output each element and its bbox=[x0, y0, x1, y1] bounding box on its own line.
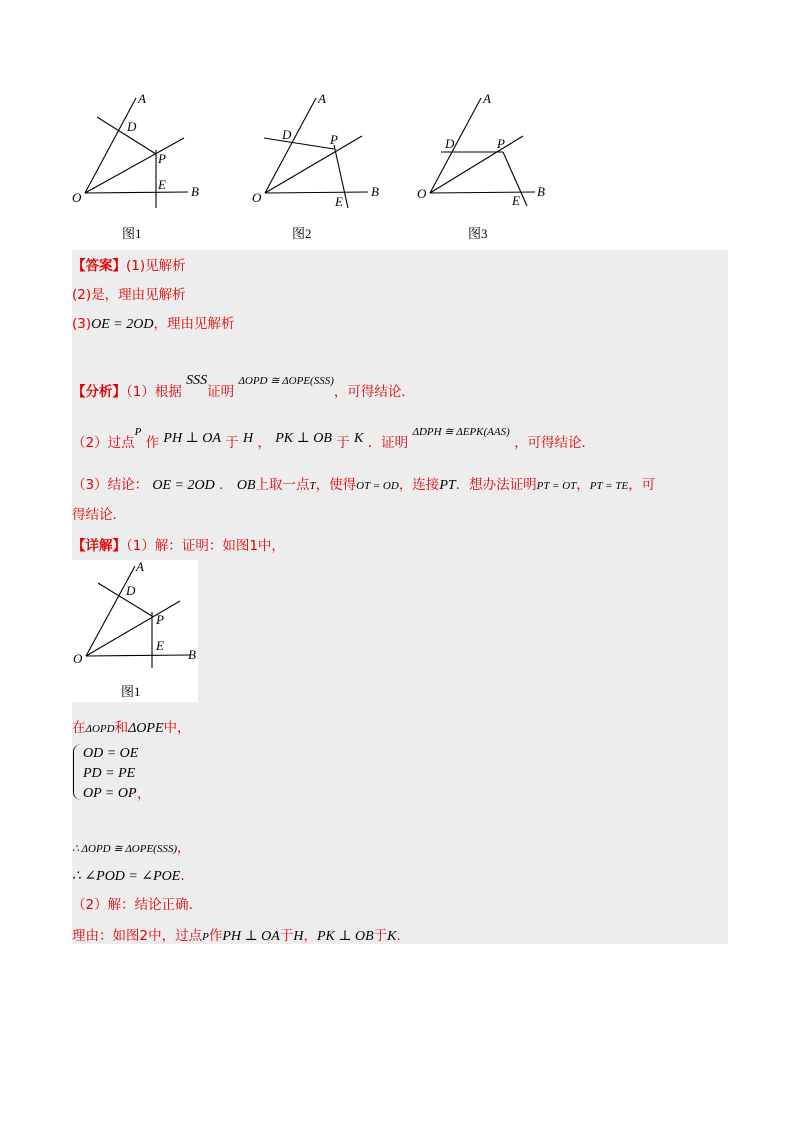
detail-math: P bbox=[202, 931, 209, 943]
detail-math: ΔOPE bbox=[128, 721, 164, 736]
label-d: D bbox=[282, 127, 292, 142]
ray-ob bbox=[85, 192, 188, 193]
detail-text: 中， bbox=[163, 720, 191, 736]
detail-figure-1 bbox=[72, 560, 198, 702]
detail-math: ∴ ∠POD = ∠POE bbox=[72, 869, 181, 884]
analysis-text: ．想办法证明 bbox=[455, 477, 537, 493]
figure-caption: 图1 bbox=[122, 226, 142, 241]
analysis-math: H bbox=[243, 431, 254, 446]
analysis-math: K bbox=[354, 431, 364, 446]
detail-text: （2）解：结论正确． bbox=[72, 897, 203, 913]
segment-dp bbox=[98, 583, 152, 616]
figure-1-diagram bbox=[70, 92, 210, 244]
analysis-text: ，可 bbox=[628, 477, 656, 493]
analysis-line-1 bbox=[72, 373, 415, 401]
analysis-text: ． bbox=[219, 477, 233, 493]
detail-line-6 bbox=[72, 924, 410, 945]
analysis-text: ，使得 bbox=[315, 477, 357, 493]
analysis-math: PT bbox=[439, 478, 456, 493]
detail-text: 和 bbox=[114, 720, 129, 736]
figure-3 bbox=[415, 92, 555, 244]
label-d: D bbox=[127, 119, 137, 134]
answer-part-2: (2)是，理由见解析 bbox=[72, 287, 186, 303]
left-brace bbox=[73, 744, 81, 800]
ray-oa bbox=[86, 566, 135, 656]
answer-part-3-suffix: ，理由见解析 bbox=[153, 316, 235, 332]
detail-tag: 【详解】 bbox=[72, 538, 126, 554]
analysis-tag: 【分析】 bbox=[72, 384, 126, 400]
label-b: B bbox=[537, 184, 545, 199]
detail-line-3 bbox=[72, 836, 191, 856]
detail-line-4 bbox=[72, 864, 194, 885]
figure-2 bbox=[250, 92, 390, 244]
detail-line-1 bbox=[72, 534, 285, 554]
equation-system-end: ， bbox=[137, 786, 151, 802]
detail-text: （1）解：证明：如图1中， bbox=[126, 538, 285, 554]
bisector-op bbox=[265, 136, 362, 193]
analysis-text: ．证明 bbox=[367, 435, 409, 451]
analysis-math: ΔOPD ≅ ΔOPE(SSS) bbox=[238, 375, 334, 387]
equation-row: OP = OP bbox=[83, 786, 137, 801]
answer-part-1: (1)见解析 bbox=[126, 258, 186, 274]
answer-tag: 【答案】 bbox=[72, 258, 126, 274]
detail-math: PH ⊥ OA bbox=[222, 929, 280, 944]
answer-part-3-prefix: (3) bbox=[72, 316, 92, 332]
detail-text: 理由：如图2中，过点 bbox=[72, 928, 203, 944]
figure-caption: 图1 bbox=[121, 684, 141, 699]
equation-system bbox=[73, 740, 163, 802]
figure-2-diagram bbox=[250, 92, 390, 244]
label-o: O bbox=[417, 186, 427, 201]
label-a: A bbox=[483, 91, 491, 106]
detail-text: 于 bbox=[373, 928, 388, 944]
label-p: P bbox=[158, 151, 166, 166]
answer-part-3-math: OE = 2OD bbox=[91, 317, 154, 332]
label-b: B bbox=[188, 647, 196, 662]
analysis-text: （1）根据 bbox=[126, 384, 182, 400]
figure-caption: 图2 bbox=[292, 226, 312, 241]
detail-line-2 bbox=[72, 716, 191, 737]
detail-math: PK ⊥ OB bbox=[316, 929, 374, 944]
label-o: O bbox=[72, 190, 82, 205]
analysis-line-3 bbox=[72, 473, 655, 494]
label-b: B bbox=[371, 184, 379, 199]
label-e: E bbox=[156, 638, 164, 653]
detail-math: H bbox=[293, 929, 304, 944]
analysis-text: （2）过点 bbox=[72, 435, 135, 451]
detail-math: ∴ ΔOPD ≅ ΔOPE(SSS) bbox=[72, 843, 177, 855]
label-d: D bbox=[445, 136, 455, 151]
equation-row: OD = OE bbox=[83, 746, 139, 761]
segment-dp bbox=[264, 138, 334, 149]
analysis-line-4 bbox=[72, 503, 126, 523]
ray-ob bbox=[265, 192, 368, 193]
figure-caption: 图3 bbox=[468, 226, 488, 241]
label-a: A bbox=[136, 559, 144, 574]
figure-1 bbox=[70, 92, 210, 244]
ray-oa bbox=[430, 98, 481, 193]
analysis-math: PH ⊥ OA bbox=[163, 431, 221, 446]
detail-text: 于 bbox=[279, 928, 294, 944]
analysis-math: T bbox=[309, 480, 316, 492]
analysis-math: PK ⊥ OB bbox=[275, 431, 332, 446]
analysis-line-2 bbox=[72, 426, 596, 452]
detail-math: K bbox=[387, 929, 397, 944]
label-e: E bbox=[158, 177, 166, 192]
answer-line-3 bbox=[72, 312, 234, 333]
label-a: A bbox=[318, 91, 326, 106]
detail-math: ΔOPD bbox=[85, 723, 115, 735]
analysis-text: ，可得结论． bbox=[333, 384, 415, 400]
analysis-math: OE = 2OD bbox=[152, 478, 215, 493]
analysis-text: 于 bbox=[336, 435, 350, 451]
label-p: P bbox=[330, 132, 338, 147]
analysis-math: PT = OT bbox=[536, 480, 577, 492]
analysis-text: 作 bbox=[145, 435, 160, 451]
label-p: P bbox=[497, 136, 505, 151]
label-o: O bbox=[252, 190, 262, 205]
analysis-math: PT = TE bbox=[589, 480, 629, 492]
analysis-text: 上取一点 bbox=[255, 477, 310, 493]
detail-text: 在 bbox=[72, 720, 86, 736]
analysis-text: 证明 bbox=[207, 384, 235, 400]
detail-text: ． bbox=[396, 928, 411, 944]
analysis-text: 得结论． bbox=[72, 507, 126, 523]
label-b: B bbox=[191, 184, 199, 199]
bisector-op bbox=[86, 601, 180, 656]
analysis-math: P bbox=[134, 426, 142, 438]
analysis-text: ，可得结论． bbox=[514, 435, 596, 451]
detail-text: ， bbox=[177, 840, 191, 856]
analysis-math: SSS bbox=[186, 373, 208, 388]
label-e: E bbox=[512, 193, 520, 208]
label-d: D bbox=[126, 583, 136, 598]
detail-text: 作 bbox=[208, 928, 223, 944]
label-e: E bbox=[335, 194, 343, 209]
analysis-math: OT = OD bbox=[356, 480, 399, 492]
analysis-text: （3）结论： bbox=[72, 477, 149, 493]
analysis-text: ， bbox=[576, 477, 590, 493]
figure-3-diagram bbox=[415, 92, 555, 244]
detail-figure-1-diagram bbox=[72, 560, 198, 702]
detail-text: ， bbox=[303, 928, 317, 944]
ray-ob bbox=[86, 655, 190, 656]
label-a: A bbox=[138, 91, 146, 106]
analysis-text: ， bbox=[257, 435, 271, 451]
label-p: P bbox=[156, 612, 164, 627]
answer-line-2 bbox=[72, 283, 186, 303]
analysis-text: 于 bbox=[225, 435, 239, 451]
label-o: O bbox=[73, 651, 83, 666]
detail-text: ． bbox=[180, 868, 194, 884]
answer-line-1 bbox=[72, 254, 186, 274]
detail-line-5 bbox=[72, 893, 202, 913]
analysis-math: OB bbox=[236, 478, 256, 493]
equation-row: PD = PE bbox=[83, 766, 136, 781]
analysis-text: ，连接 bbox=[398, 477, 440, 493]
analysis-math: ΔDPH ≅ ΔEPK(AAS) bbox=[412, 426, 510, 438]
